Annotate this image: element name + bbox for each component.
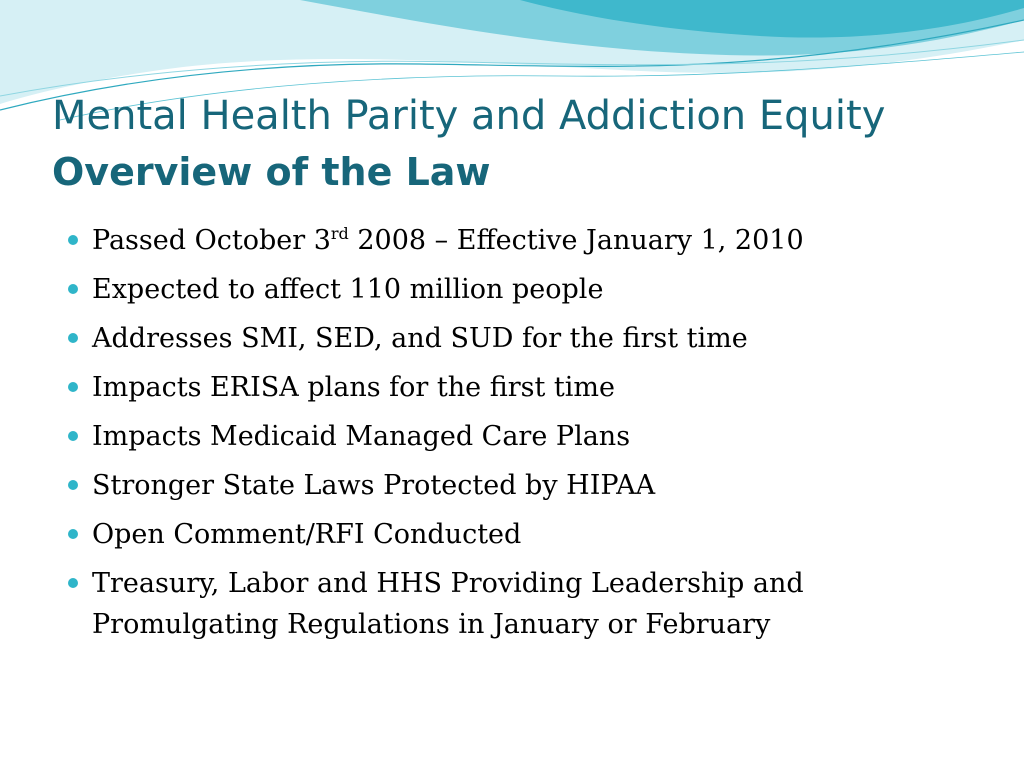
bullet-item-addresses [68,318,968,359]
bullet-text: Treasury, Labor and HHS Providing Leadership and Promulgating Regulations in January or February [92,568,804,640]
bullet-text: Expected to affect 110 million people [92,274,604,305]
bullet-item-open-comment [68,514,968,555]
bullet-dot-icon [68,529,78,539]
title-subtitle: Overview of the Law [52,150,491,194]
bullet-item-expected [68,269,968,310]
bullet-text: Impacts ERISA plans for the first time [92,372,615,403]
bullet-text: Open Comment/RFI Conducted [92,519,522,550]
bullet-dot-icon [68,333,78,343]
bullet-item-erisa [68,367,968,408]
bullet-item-passed [68,220,968,261]
bullet-item-medicaid [68,416,968,457]
bullet-dot-icon [68,235,78,245]
bullet-item-state-laws [68,465,968,506]
bullet-dot-icon [68,578,78,588]
bullet-text-pre: Passed October 3 [92,225,331,256]
title-main: Mental Health Parity and Addiction Equity [52,93,886,139]
bullet-text-sup: rd [330,224,349,243]
bullet-list [68,220,968,653]
bullet-text: Stronger State Laws Protected by HIPAA [92,470,656,501]
bullet-dot-icon [68,480,78,490]
bullet-text: Impacts Medicaid Managed Care Plans [92,421,631,452]
bullet-item-treasury [68,563,968,645]
bullet-text-post: 2008 – Effective January 1, 2010 [348,225,804,256]
bullet-dot-icon [68,382,78,392]
slide-title [52,88,992,200]
bullet-text: Addresses SMI, SED, and SUD for the first time [92,323,748,354]
bullet-dot-icon [68,431,78,441]
bullet-dot-icon [68,284,78,294]
